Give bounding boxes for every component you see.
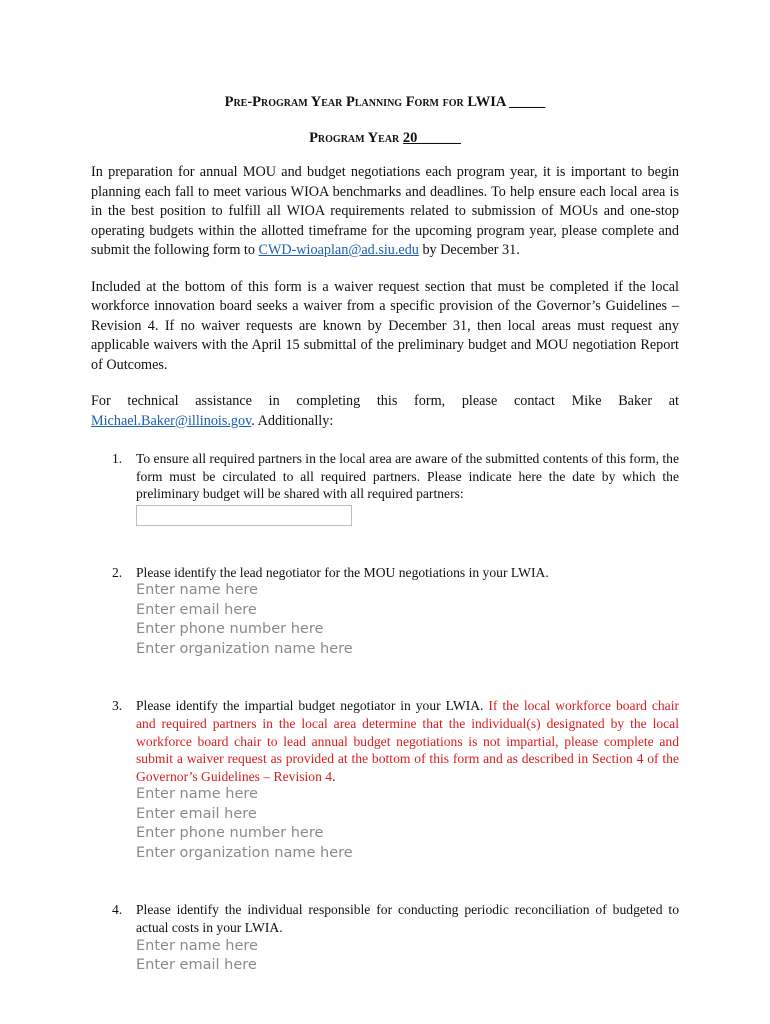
form-title: Pre-Program Year Planning Form for LWIA _____	[224, 94, 546, 110]
question-item-4	[91, 901, 679, 975]
budget-negotiator-organization-field[interactable]: Enter organization name here	[136, 844, 353, 861]
program-year-value: 20______	[402, 130, 461, 146]
question-number: 4.	[112, 902, 123, 918]
waiver-paragraph: Included at the bottom of this form is a waiver request section that must be completed if the local workforce innovation board seeks a waiver from a specific provision of the Governor’s Guidelines – Revision 4. If no waiver requests are known by December 31, then local areas must request any applicable waivers with the April 15 submittal of the preliminary budget and MOU negotiation Report of Outcomes.	[91, 278, 679, 373]
waiver-warning-text: If the local workforce board chair and required partners in the local area determine that the individual(s) designated by the local workforce board chair to lead annual budget negotiations is not impartial, please complete and submit a waiver request as provided at the bottom of this form and as described in Section 4 of the Governor’s Guidelines – Revision 4	[136, 698, 679, 784]
question-number: 1.	[112, 451, 123, 466]
question-item-3	[91, 697, 679, 863]
contact-text: For technical assistance in completing this form, please contact Mike Baker at	[91, 393, 679, 409]
program-year-label: Program Year	[309, 130, 403, 146]
contact-paragraph	[91, 392, 679, 431]
question-text: Please identify the individual responsible for conducting periodic reconciliation of budgeted to actual costs in your LWIA.	[136, 902, 679, 935]
form-page	[91, 92, 679, 976]
contact-suffix: . Additionally:	[251, 412, 334, 429]
question-text: Please identify the impartial budget negotiator in your LWIA.	[136, 698, 489, 714]
lead-negotiator-email-field[interactable]: Enter email here	[136, 601, 257, 618]
question-end: .	[332, 768, 336, 784]
lead-negotiator-phone-field[interactable]: Enter phone number here	[136, 621, 324, 638]
question-text: Please identify the lead negotiator for the MOU negotiations in your LWIA.	[136, 564, 549, 580]
submission-email-link[interactable]: CWD-wioaplan@ad.siu.edu	[258, 242, 419, 258]
budget-negotiator-phone-field[interactable]: Enter phone number here	[136, 825, 324, 842]
program-year-heading	[91, 128, 679, 148]
reconciliation-contact-name-field[interactable]: Enter name here	[136, 937, 258, 954]
lead-negotiator-organization-field[interactable]: Enter organization name here	[136, 640, 353, 657]
intro-paragraph	[91, 163, 679, 261]
intro-deadline: by December 31.	[418, 242, 520, 258]
share-date-input[interactable]	[136, 505, 352, 526]
reconciliation-contact-email-field[interactable]: Enter email here	[136, 957, 257, 974]
lead-negotiator-name-field[interactable]: Enter name here	[136, 582, 258, 599]
budget-negotiator-email-field[interactable]: Enter email here	[136, 805, 257, 822]
contact-email-link[interactable]: Michael.Baker@illinois.gov	[91, 412, 252, 429]
question-number: 3.	[112, 698, 123, 714]
question-list	[91, 450, 679, 976]
intro-text: In preparation for annual MOU and budget negotiations each program year, it is important to begin planning each fall to meet various WIOA benchmarks and deadlines. To help ensure each local area is in the best position to fulfill all WIOA requirements related to submission of MOUs and one-stop operating budgets within the allotted timeframe for the upcoming program year, please complete and submit the following form to	[91, 164, 679, 258]
question-item-1	[91, 450, 679, 526]
budget-negotiator-name-field[interactable]: Enter name here	[136, 786, 258, 803]
question-text: To ensure all required partners in the local area are aware of the submitted contents of this form, the form must be circulated to all required partners. Please indicate here the date by which the preliminary budget will be shared with all required partners:	[136, 451, 679, 502]
question-number: 2.	[112, 564, 123, 580]
question-item-2	[91, 564, 679, 660]
